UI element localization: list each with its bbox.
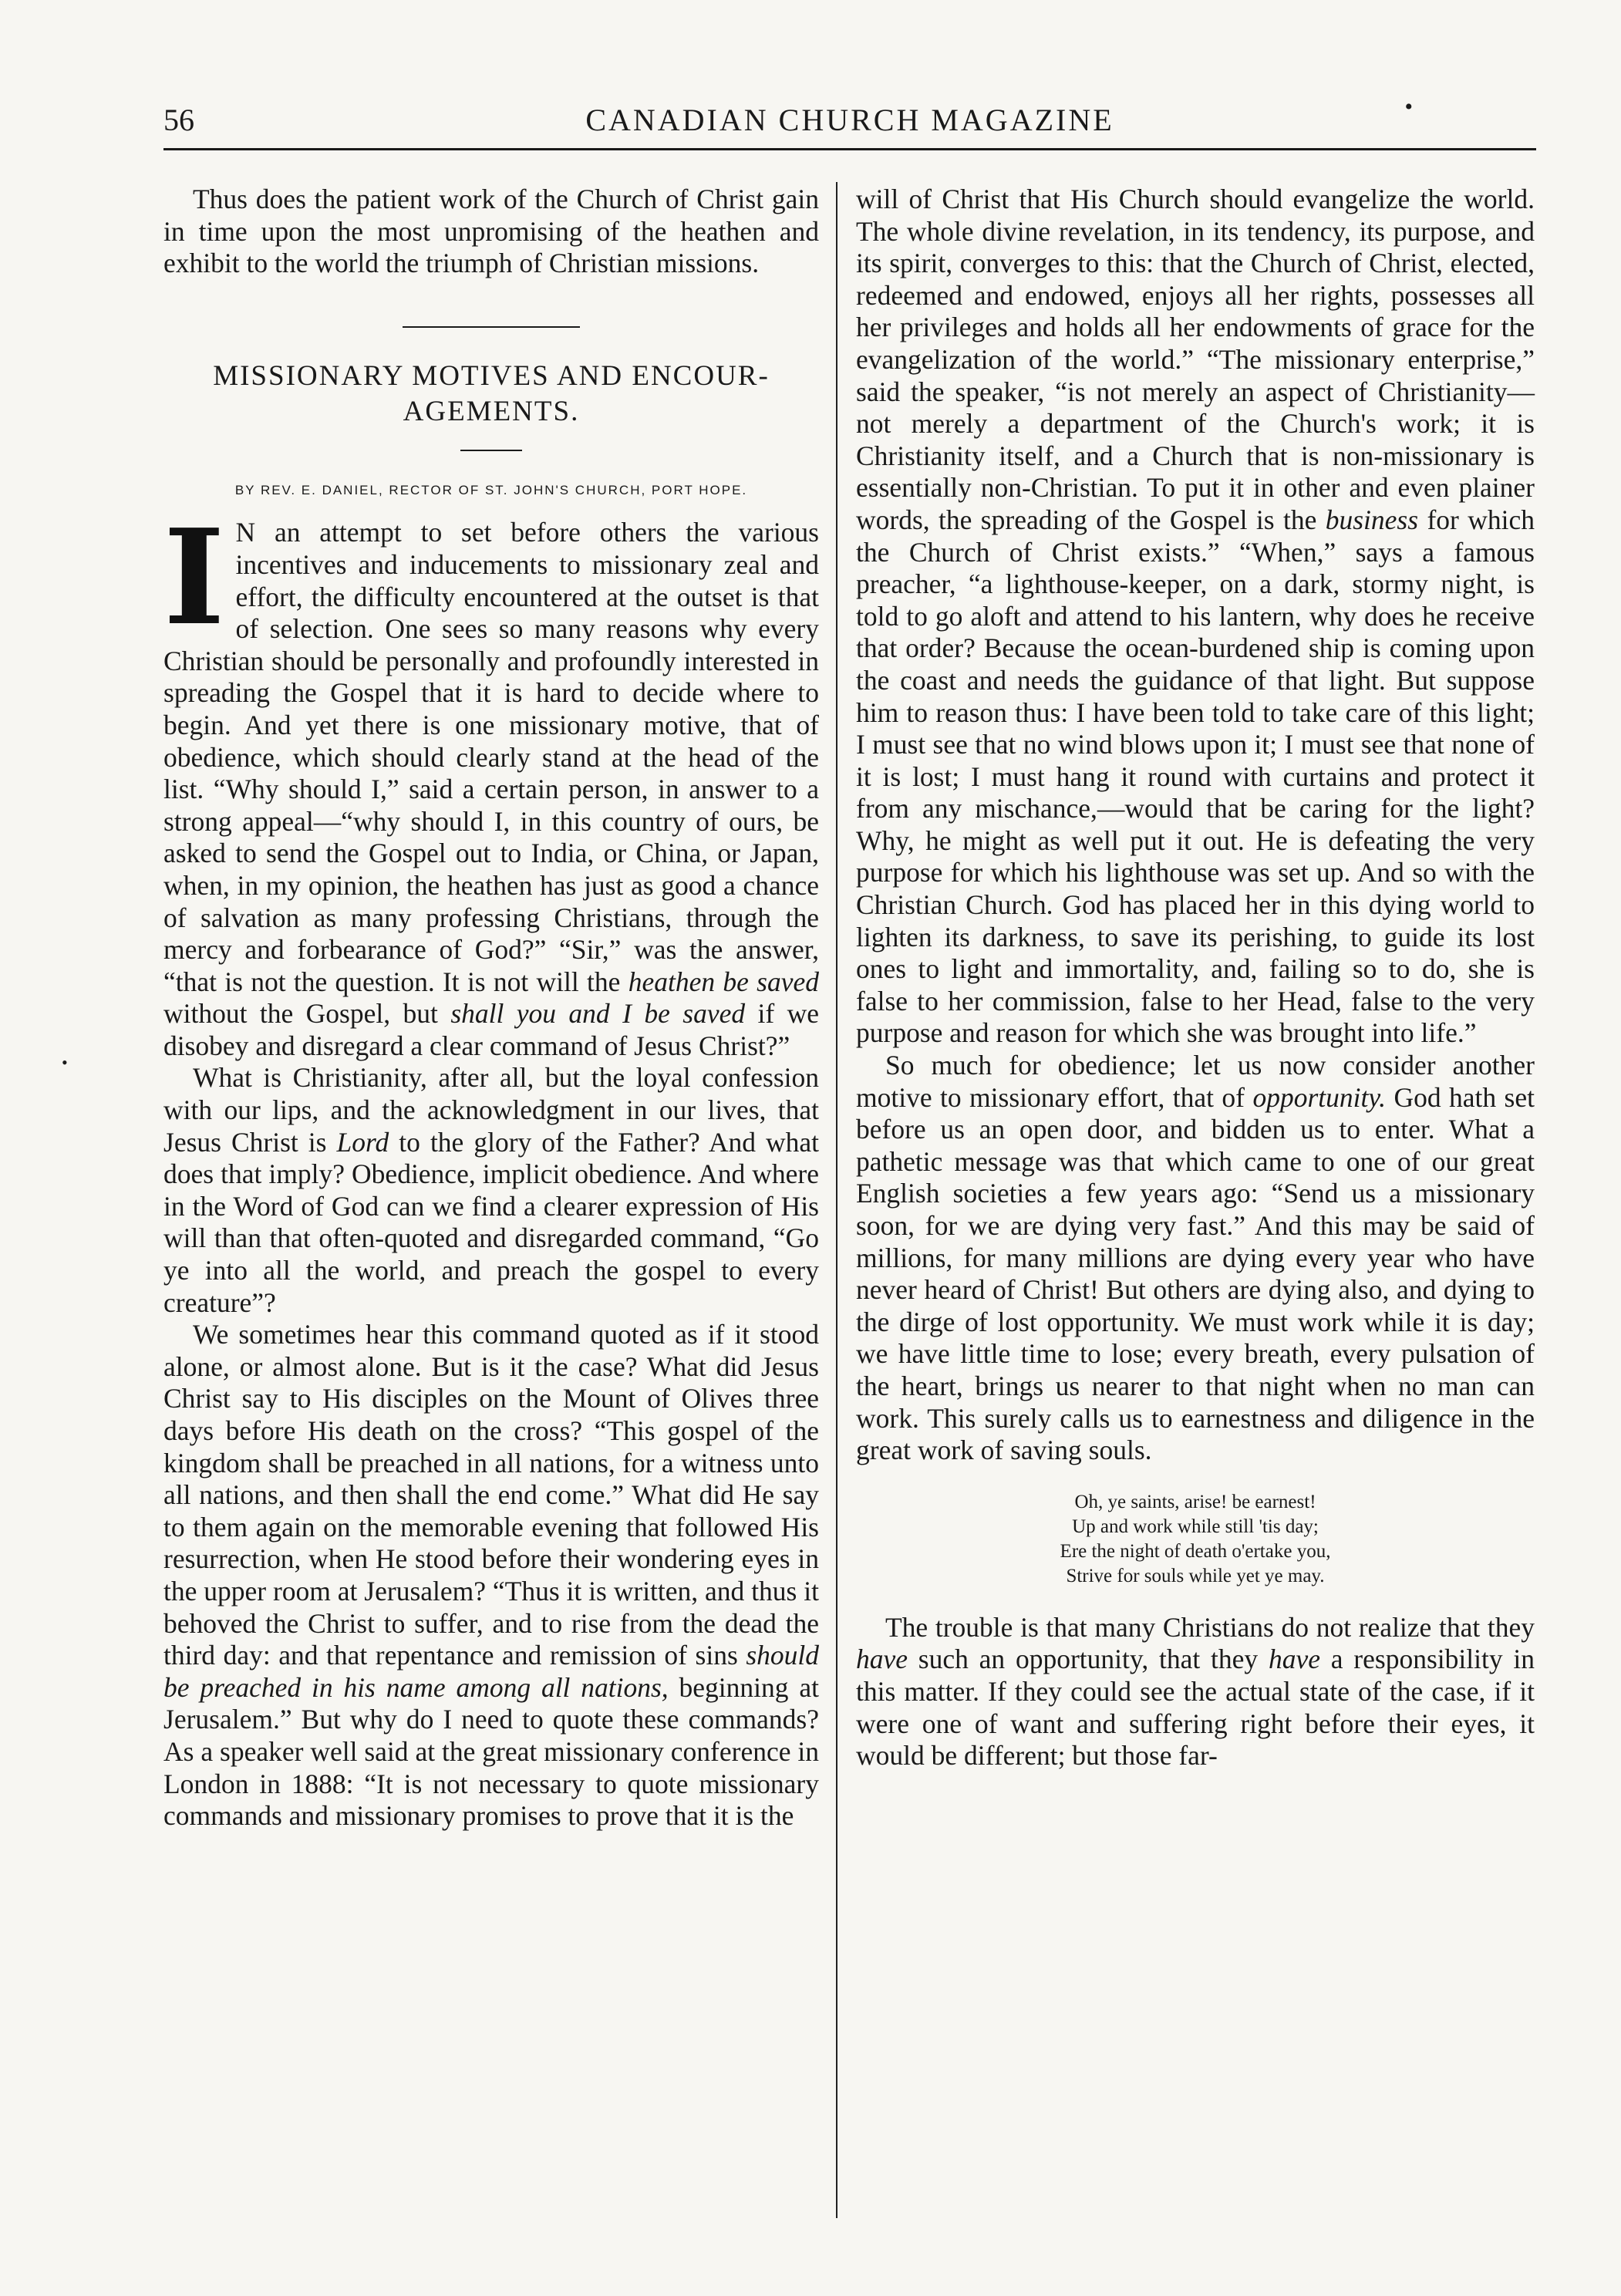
paragraph-2 xyxy=(163,1062,819,1319)
right-paragraph-1 xyxy=(856,184,1535,1050)
right-paragraph-1-text-a: will of Christ that His Church should evangelize the world. The whole divine revelation, in its tendency, its purpose, and its spirit, converges to this: that the Church of Christ, elected, redeemed and endowed, enjoys all her rights, possesses all her privileges and holds all her endowments of grace for the evangelization of the world.” “The missionary enterprise,” said the speaker, “is not merely an aspect of Christianity— not merely a department of the Church's work; it is Christianity itself, and a Church that is non-missionary is essentially non-Christian. To put it in other and even plainer words, the spreading of the Gospel is the xyxy=(856,184,1535,535)
page-number: 56 xyxy=(163,103,194,137)
paragraph-1-text-c: if we disobey and disregard a clear command of Jesus Christ?” xyxy=(163,998,819,1061)
intro-paragraph: Thus does the patient work of the Church of Christ gain in time upon the most unpromising of the heathen and exhibit to the world the triumph of Christian missions. xyxy=(163,184,819,279)
byline: BY REV. E. DANIEL, RECTOR OF ST. JOHN'S CHURCH, PORT HOPE. xyxy=(234,482,748,497)
right-paragraph-3-text-b: such an opportunity, that they xyxy=(908,1644,1269,1675)
poem-line-1: Oh, ye saints, arise! be earnest! xyxy=(1074,1491,1316,1512)
paragraph-2-text-b: to the glory of the Father? And what does that imply? Obedience, implicit obedience. And where in the Word of God can we find a clearer expression of His will than that often-quoted and disregarded command, “Go ye into all the world, and preach the gospel to every creature”? xyxy=(163,1126,819,1318)
running-title: CANADIAN CHURCH MAGAZINE xyxy=(585,103,1114,137)
left-column xyxy=(163,184,819,1832)
right-paragraph-3-italic-2: have xyxy=(1268,1644,1320,1675)
article-title xyxy=(179,359,804,430)
article-title-line-1: MISSIONARY MOTIVES AND ENCOUR- xyxy=(213,359,770,392)
page-header xyxy=(163,94,1536,145)
paragraph-3-italic: should be preached in his name among all nations, xyxy=(163,1640,819,1703)
poem-line-4: Strive for souls while yet ye may. xyxy=(1066,1565,1325,1586)
drop-cap: I xyxy=(163,501,225,656)
paragraph-1 xyxy=(163,501,819,1062)
header-ornament-dot: • xyxy=(1404,94,1413,120)
paragraph-1-text-a: N an attempt to set before others the various incentives and inducements to missionary zeal and effort, the difficulty encountered at the outset is that of selection. One sees so many reasons why every Christian should be personally and profoundly interested in spreading the Gospel that it is hard to decide where to begin. And yet there is one missionary motive, that of obedience, which should clearly stand at the head of the list. “Why should I,” said a certain person, in answer to a strong appeal—“why should I, in this country of ours, be asked to send the Gospel out to India, or China, or Japan, when, in my opinion, the heathen has just as good a chance of salvation as many professing Christians, through the mercy and forbearance of God?” “Sir,” was the answer, “that is not the question. It is not will the xyxy=(163,517,819,997)
paragraph-2-text-a: What is Christianity, after all, but the loyal confession with our lips, and the acknowledgment in our lives, that Jesus Christ is xyxy=(163,1062,819,1158)
magazine-page xyxy=(163,94,1536,2227)
header-rule xyxy=(163,148,1536,150)
paragraph-1-text-b: without the Gospel, but xyxy=(163,998,451,1030)
column-divider xyxy=(836,182,837,2218)
right-paragraph-3 xyxy=(856,1612,1535,1772)
title-rule xyxy=(460,450,522,451)
section-divider xyxy=(403,326,580,328)
poem xyxy=(856,1490,1535,1589)
right-paragraph-2 xyxy=(856,1050,1535,1467)
margin-speck: • xyxy=(62,1053,68,1072)
right-paragraph-2-italic: opportunity. xyxy=(1252,1081,1387,1113)
paragraph-1-italic-1: heathen be saved xyxy=(628,966,819,997)
paragraph-3-text-a: We sometimes hear this command quoted as if it stood alone, or almost alone. But is it the case? What did Jesus Christ say to His disciples on the Mount of Olives three days before His death on the cross? “This gospel of the kingdom shall be preached in all nations, for a witness unto all nations, and then shall the end come.” What did He say to them again on the memorable evening that followed His resurrection, when He stood before their wondering eyes in the upper room at Jerusalem? “Thus it is written, and thus it behoved the Christ to suffer, and to rise from the dead the third day: and that repentance and remission of sins xyxy=(163,1319,819,1671)
paragraph-3-text-b: beginning at Jerusalem.” But why do I need to quote these commands? As a speaker well said at the great missionary conference in London in 1888: “It is not necessary to quote missionary commands and missionary promises to prove that it is the xyxy=(163,1671,819,1832)
poem-line-3: Ere the night of death o'ertake you, xyxy=(1060,1540,1331,1562)
paragraph-2-italic: Lord xyxy=(336,1126,389,1158)
paragraph-1-italic-2: shall you and I be saved xyxy=(450,998,746,1030)
right-paragraph-3-text-c: a responsibility in this matter. If they could see the actual state of the case, if it were one of want and suffering right before their eyes, it would be different; but those far- xyxy=(856,1644,1535,1772)
right-column xyxy=(856,184,1535,1772)
right-paragraph-2-text-a: So much for obedience; let us now consider another motive to missionary effort, that of xyxy=(856,1050,1535,1113)
right-paragraph-1-text-b: for which the Church of Christ exists.” “When,” says a famous preacher, “a lighthouse-keeper, on a dark, stormy night, is told to go aloft and attend to his lantern, why does he receive that order? Because the ocean-burdened ship is coming upon the coast and needs the guidance of that light. But suppose him to reason thus: I have been told to take care of this light; I must see that no wind blows upon it; I must see that none of it is lost; I must hang it round with curtains and protect it from any mischance,—would that be caring for the light? Why, he might as well put it out. He is defeating the very purpose for which his lighthouse was set up. And so with the Christian Church. God has placed her in this dying world to lighten its darkness, to save its perishing, to guide its lost ones to light and immortality, and, failing so to do, she is false to her commission, false to her Head, false to the very purpose and reason for which she was brought into life.” xyxy=(856,504,1535,1049)
right-paragraph-1-italic: business xyxy=(1325,504,1419,535)
article-title-line-2: AGEMENTS. xyxy=(403,395,580,427)
right-paragraph-2-text-b: God hath set before us an open door, and bidden us to enter. What a pathetic message was that which came to one of our great English societies a few years ago: “Send us a missionary soon, for we are dying very fast.” And this may be said of millions, for many millions are dying every year who have never heard of Christ! But others are dying also, and dying to the dirge of lost opportunity. We must work while it is day; we have little time to lose; every breath, every pulsation of the heart, brings us nearer to that night when no man can work. This surely calls us to earnestness and diligence in the great work of saving souls. xyxy=(856,1081,1535,1466)
right-paragraph-3-italic-1: have xyxy=(856,1644,908,1675)
right-paragraph-3-text-a: The trouble is that many Christians do not realize that they xyxy=(885,1611,1535,1643)
paragraph-3 xyxy=(163,1319,819,1832)
poem-line-2: Up and work while still 'tis day; xyxy=(1072,1515,1319,1537)
